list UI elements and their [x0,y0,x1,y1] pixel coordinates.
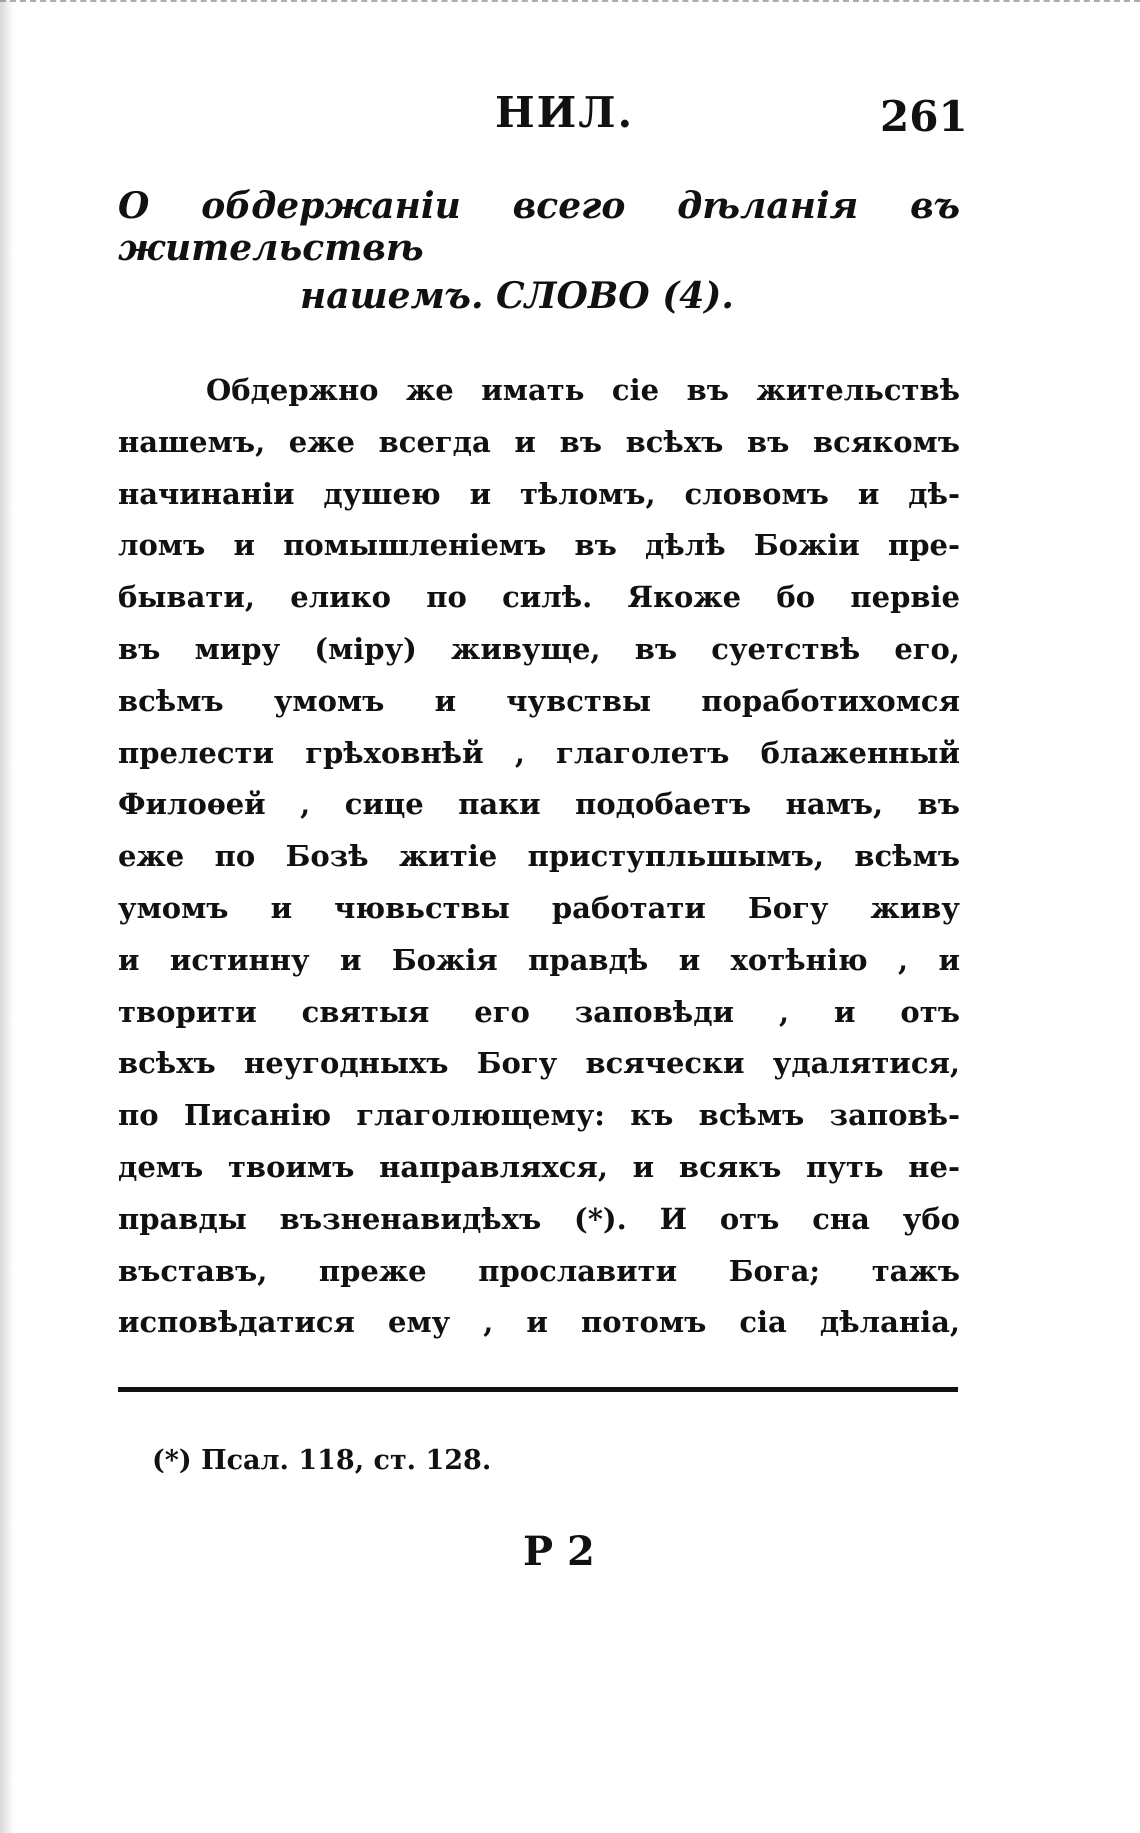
body-line: бывати, елико по силѣ. Якоже бо первіе [118,580,960,615]
page-edge-shadow [0,0,14,1833]
page-number: 261 [880,92,968,141]
body-line: нашемъ, еже всегда и въ всѣхъ въ всякомъ [118,424,960,459]
body-text [118,365,960,1349]
page-top-edge [0,0,1140,8]
body-line: творити святыя его заповѣди , и отъ [118,994,960,1029]
chapter-heading-line-1: О обдержаніи всего дѣланія въ жительствѣ [118,185,960,269]
body-line: по Писанію глаголющему: къ всѣмъ заповѣ- [118,1098,960,1133]
body-line: Филоѳей , сице паки подобаетъ намъ, въ [118,787,960,822]
body-line: въставъ, преже прославити Бога; тажъ [118,1253,960,1288]
body-line: прелести грѣховнѣй , глаголетъ блаженный [118,735,960,770]
body-line: Обдержно же имать сіе въ жительствѣ [206,373,960,407]
footnote-rule [118,1387,958,1392]
body-line: умомъ и чювьствы работати Богу живу [118,890,960,925]
body-line: еже по Бозѣ житіе приступльшымъ, всѣмъ [118,839,960,874]
body-line: исповѣдатися ему , и потомъ сіа дѣланіа, [118,1305,960,1340]
body-line: начинаніи душею и тѣломъ, словомъ и дѣ- [118,476,960,511]
body-line: демъ твоимъ направляхся, и всякъ путь не- [118,1149,960,1184]
body-line: ломъ и помышленіемъ въ дѣлѣ Божіи пре- [118,528,960,563]
printer-signature-mark: Р 2 [523,1528,595,1575]
body-line: и истинну и Божія правдѣ и хотѣнію , и [118,942,960,977]
body-line: правды възненавидѣхъ (*). И отъ сна убо [118,1201,960,1236]
running-head: НИЛ. [495,88,635,137]
footnote: (*) Псал. 118, ст. 128. [152,1445,492,1476]
body-line: въ миру (міру) живуще, въ суетствѣ его, [118,631,960,666]
body-line: всѣмъ умомъ и чувствы поработихомся [118,683,960,718]
body-line: всѣхъ неугодныхъ Богу всячески удалятися, [118,1046,960,1081]
chapter-heading-line-2: нашемъ. СЛОВО (4). [300,275,734,317]
